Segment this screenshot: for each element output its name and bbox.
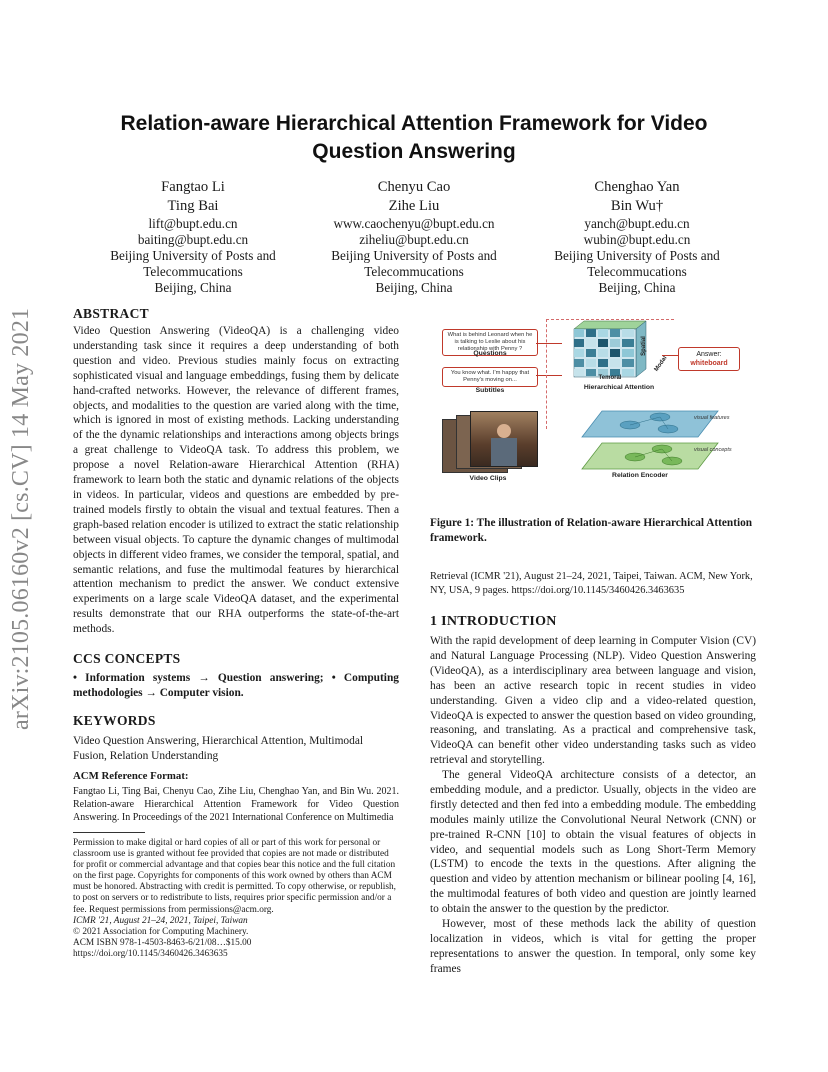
author-location: Beijing, China [375, 280, 453, 295]
permission-line: classroom use is granted without fee provided that copies are not made or distributed [73, 849, 389, 860]
paper-title: Relation-aware Hierarchical Attention Framework for Video Question Answering [120, 112, 708, 163]
abstract-text: Video Question Answering (VideoQA) is a challenging video understanding task since it requires a deep understanding of both question and video. Previous studies mainly focus on extracting sophisticated visual and language embeddings, fusing them by delicate hand-crafted networks. However, the relevance of different frames, objects, and modalities to the question are varied along with the time, which is ignored in most of existing methods. Lacking understanding of the the dynamic relationships and interactions among objects brings a great challenge to VideoQA task. To address this problem, we propose a novel Relation-aware Hierarchical Attention (RHA) framework to learn both the static and dynamic relations of the objects in videos. In particular, videos and questions are embedded by pre-trained models firstly to obtain the visual and textual features. Then a graph-based relation encoder is utilized to extract the static relationship between visual objects. To capture the dynamic changes of multimodal objects in different video frames, we consider the temporal, spatial, and semantic relations, and fuse the multimodal features by hierarchical attention mechanism to predict the answer. We conduct extensive experiments on a large scale VideoQA dataset, and the experimental results demonstrate that our RHA outperforms the state-of-the-art methods. [73, 325, 399, 636]
arrow-q [536, 343, 562, 344]
author-email: baiting@bupt.edu.cn [137, 232, 249, 247]
author-email: lift@bupt.edu.cn [148, 216, 238, 231]
author-name: Ting Bai [167, 198, 219, 214]
author-affiliation: Beijing University of Posts and [554, 248, 720, 263]
ccs-heading: CCS CONCEPTS [73, 651, 181, 666]
author-affiliation: Beijing University of Posts and [331, 248, 497, 263]
permission-line: for profit or commercial advantage and that copies bear this notice and the full citation [73, 860, 396, 871]
author-name: Zihe Liu [388, 198, 440, 214]
author-affiliation: Telecommucations [587, 264, 687, 279]
author-affiliation: Telecommucations [143, 264, 243, 279]
acm-ref-continued: Retrieval (ICMR '21), August 21–24, 2021, Taipei, Taiwan. ACM, New York, NY, USA, 9 pages. https://doi.org/10.1145/3460426.3463635 [430, 571, 753, 596]
abstract-heading: ABSTRACT [73, 306, 149, 321]
modal-label: Modal [653, 355, 669, 373]
acm-ref-heading: ACM Reference Format: [73, 770, 189, 782]
intro-paragraph-2: The general VideoQA architecture consists of a detector, an embedding module, and a predictor. Usually, objects in the video are firstly detected and then fed into a embedding module. The embedding modules mainly utilize the Convolutional Neural Network (CNN) or pre-trained R-CNN [10] to obtain the visual features of objects in video, and sequential models such as Long Short-Term Memory (LSTM) to encode the texts in the questions. After aligning the question and video by attention mechanism or bilinear pooling [4, 16], the multimodal features of both video and question are jointly learned to obtain the answer to the question by the predictor. [430, 769, 756, 916]
permission-line: fee. Request permissions from permissions@acm.org. [73, 904, 274, 915]
introduction-heading: 1 INTRODUCTION [430, 614, 557, 629]
copyright-line: © 2021 Association for Computing Machinery. [73, 926, 249, 937]
author-affiliation: Telecommucations [364, 264, 464, 279]
author-name: Fangtao Li [161, 179, 225, 195]
author-block-2 [296, 178, 532, 296]
relation-encoder-label: Relation Encoder [612, 472, 668, 479]
author-block-1 [75, 178, 311, 296]
answer-box [678, 347, 740, 371]
dashed-frame-left [546, 319, 547, 429]
author-block-3 [519, 178, 755, 296]
permission-line: on the first page. Copyrights for components of this work owned by others than ACM [73, 871, 392, 882]
person-body-icon [491, 438, 517, 466]
permission-line: must be honored. Abstracting with credit is permitted. To copy otherwise, or republish, [73, 882, 396, 893]
author-location: Beijing, China [598, 280, 676, 295]
intro-paragraph-1: With the rapid development of deep learning in Computer Vision (CV) and Natural Language Processing (NLP). Video Question Answering (VideoQA), as a interdisciplinary area between language and vision, has been an active research topic in recent studies in video understanding. Given a video clip and a video-related question, VideoQA is expected to answer the question based on video grounding, reasoning, and translating. As a practical and comprehensive task, VideoQA can benefit other video understanding tasks such as video retrieval and storytelling. [430, 635, 756, 767]
person-head-icon [497, 424, 511, 438]
cube-top [574, 321, 646, 329]
video-frame-front [470, 411, 538, 467]
question-box: What is behind Leonard when he is talking to Leslie about his relationship with Penny ? [442, 329, 538, 356]
doi-line: https://doi.org/10.1145/3460426.3463635 [73, 948, 228, 959]
author-name: Bin Wu† [610, 198, 664, 214]
permission-notice [73, 838, 399, 960]
figure-1 [440, 315, 750, 495]
permission-line: Permission to make digital or hard copies of all or part of this work for personal or [73, 838, 381, 848]
arrow-answer [662, 355, 678, 356]
keywords-text: Video Question Answering, Hierarchical Attention, Multimodal Fusion, Relation Understanding [73, 735, 364, 762]
author-location: Beijing, China [154, 280, 232, 295]
isbn-line: ACM ISBN 978-1-4503-8463-6/21/08…$15.00 [73, 937, 252, 948]
ccs-text: • Information systems → Question answering; • Computing methodologies → Computer vision. [73, 672, 399, 699]
subtitle-box: You know what. I'm happy that Penny's moving on... [442, 367, 538, 387]
author-email: yanch@bupt.edu.cn [584, 216, 690, 231]
questions-label: Questions [473, 350, 507, 357]
keywords-heading: KEYWORDS [73, 713, 156, 728]
arrow-s [536, 375, 562, 376]
hierarchical-attention-label: Hierarchical Attention [583, 384, 655, 391]
author-email: ziheliu@bupt.edu.cn [359, 232, 469, 247]
author-affiliation: Beijing University of Posts and [110, 248, 276, 263]
acm-ref-text: Fangtao Li, Ting Bai, Chenyu Cao, Zihe Liu, Chenghao Yan, and Bin Wu. 2021. Relation-aware Hierarchical Attention Framework for Video Question Answering. In Proceedings of the 2021 International Conference on Multimedia [73, 786, 399, 824]
video-clips-label: Video Clips [469, 475, 507, 482]
arxiv-identifier: arXiv:2105.06160v2 [cs.CV] 14 May 2021 [8, 307, 34, 730]
spatial-label: Spatial [641, 336, 647, 356]
author-email: wubin@bupt.edu.cn [583, 232, 691, 247]
author-email: www.caochenyu@bupt.edu.cn [333, 216, 495, 231]
visual-concepts-label: visual concepts [694, 447, 732, 453]
subtitles-label: Subtitles [475, 387, 505, 394]
author-name: Chenghao Yan [594, 179, 680, 195]
temoral-label: Temoral [598, 375, 622, 381]
answer-label: Answer: [696, 351, 722, 358]
author-name: Chenyu Cao [377, 179, 451, 195]
visual-features-label: visual features [694, 415, 730, 421]
figure-caption: Figure 1: The illustration of Relation-aware Hierarchical Attention framework. [430, 517, 753, 544]
intro-paragraph-3: However, most of these methods lack the ability of question localization in videos, which is vital for getting the proper representations to answer the question. In temporal, only some key frames [430, 918, 756, 975]
conference-line: ICMR '21, August 21–24, 2021, Taipei, Taiwan [73, 915, 248, 926]
cube-front-grid [574, 329, 636, 377]
answer-value: whiteboard [690, 360, 728, 367]
permission-line: to post on servers or to redistribute to lists, requires prior specific permission and/or a [73, 893, 392, 904]
footnote-rule [73, 832, 145, 833]
